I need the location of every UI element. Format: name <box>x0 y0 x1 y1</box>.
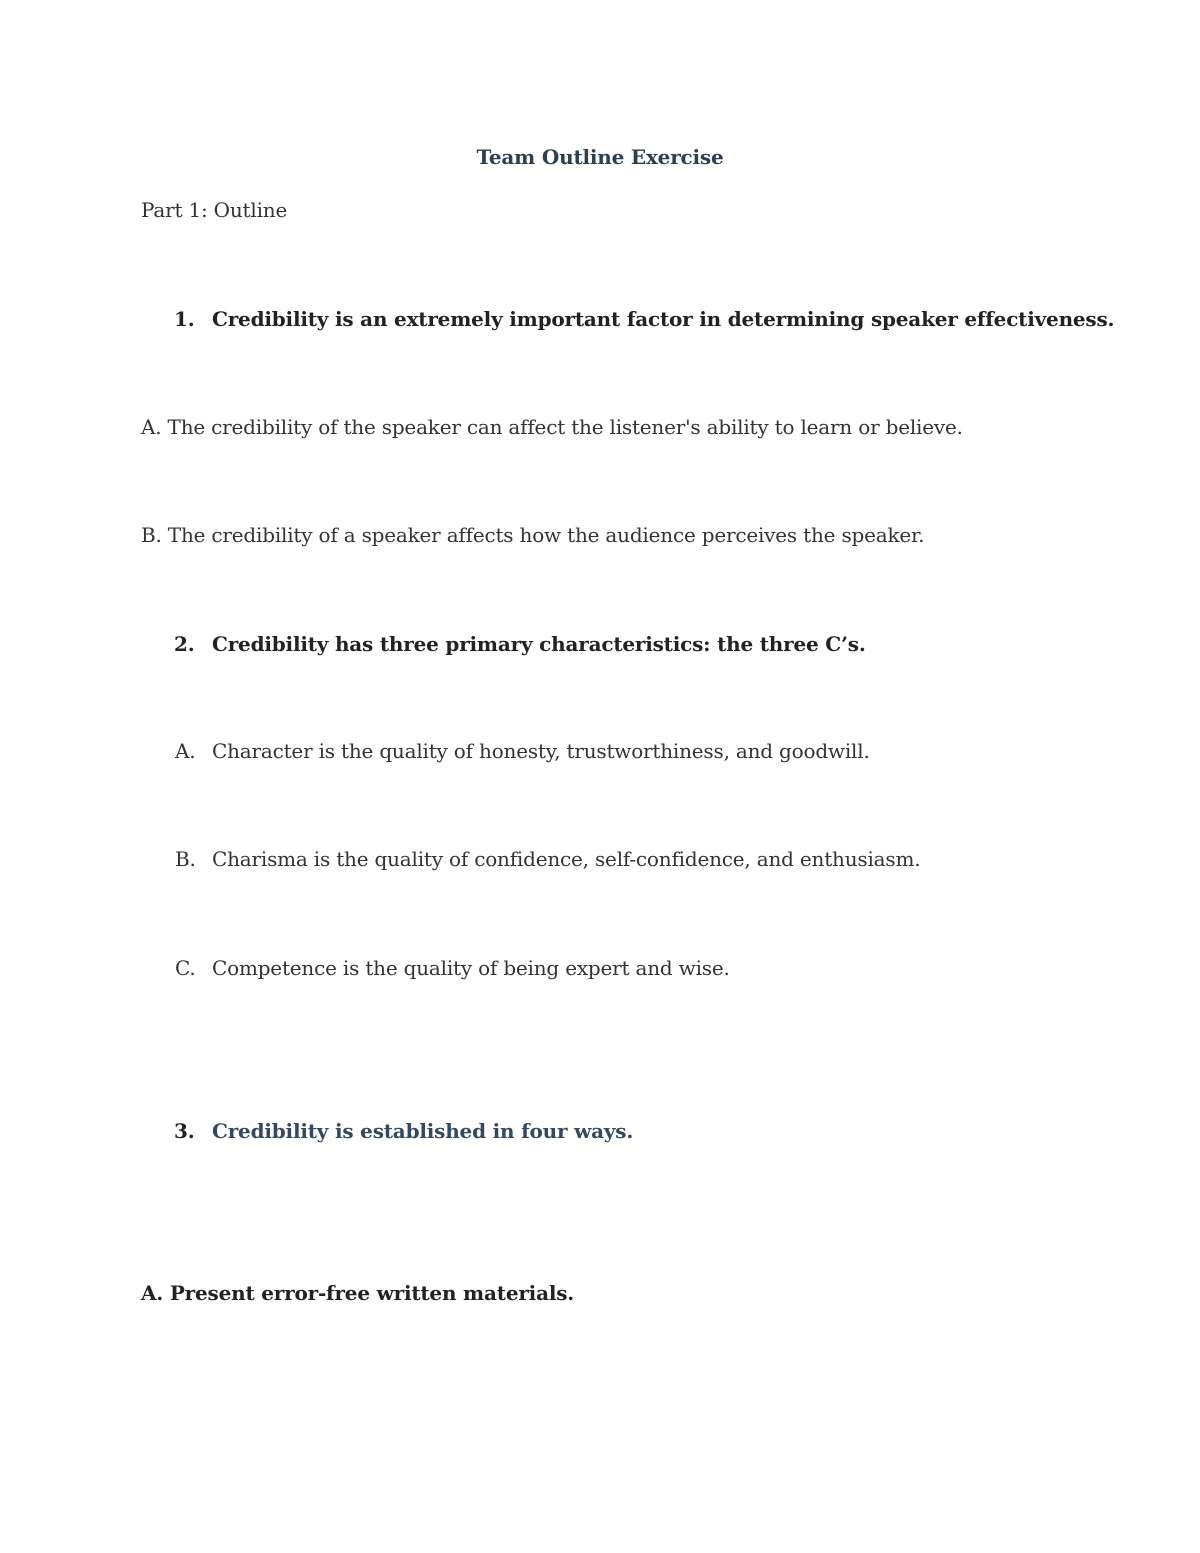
section-3-heading: Credibility is established in four ways. <box>212 1119 634 1143</box>
section-3-item-a: A. Present error-free written materials. <box>141 1281 575 1305</box>
section-2-item-b-text: Charisma is the quality of confidence, self-confidence, and enthusiasm. <box>212 847 921 871</box>
section-2-item-b-letter: B. <box>175 847 196 871</box>
section-2-item-b <box>0 847 1200 871</box>
section-1 <box>0 307 1200 331</box>
section-2-item-a <box>0 739 1200 763</box>
section-3-number: 3. <box>174 1119 195 1143</box>
section-2-item-c-text: Competence is the quality of being expert and wise. <box>212 956 730 980</box>
section-2-item-a-letter: A. <box>175 739 196 763</box>
section-3 <box>0 1119 1200 1143</box>
document-title: Team Outline Exercise <box>476 145 724 169</box>
section-2-item-c-letter: C. <box>175 956 196 980</box>
section-2 <box>0 632 1200 656</box>
section-1-heading: Credibility is an extremely important factor in determining speaker effectiveness. <box>212 307 1115 331</box>
section-2-item-c <box>0 956 1200 980</box>
section-1-number: 1. <box>174 307 195 331</box>
section-2-item-a-text: Character is the quality of honesty, trustworthiness, and goodwill. <box>212 739 870 763</box>
part-heading: Part 1: Outline <box>141 198 288 222</box>
section-1-item-b: B. The credibility of a speaker affects how the audience perceives the speaker. <box>141 523 925 547</box>
section-1-item-a: A. The credibility of the speaker can affect the listener's ability to learn or believe. <box>141 415 963 439</box>
section-2-number: 2. <box>174 632 195 656</box>
section-2-heading: Credibility has three primary characteristics: the three C’s. <box>212 632 866 656</box>
